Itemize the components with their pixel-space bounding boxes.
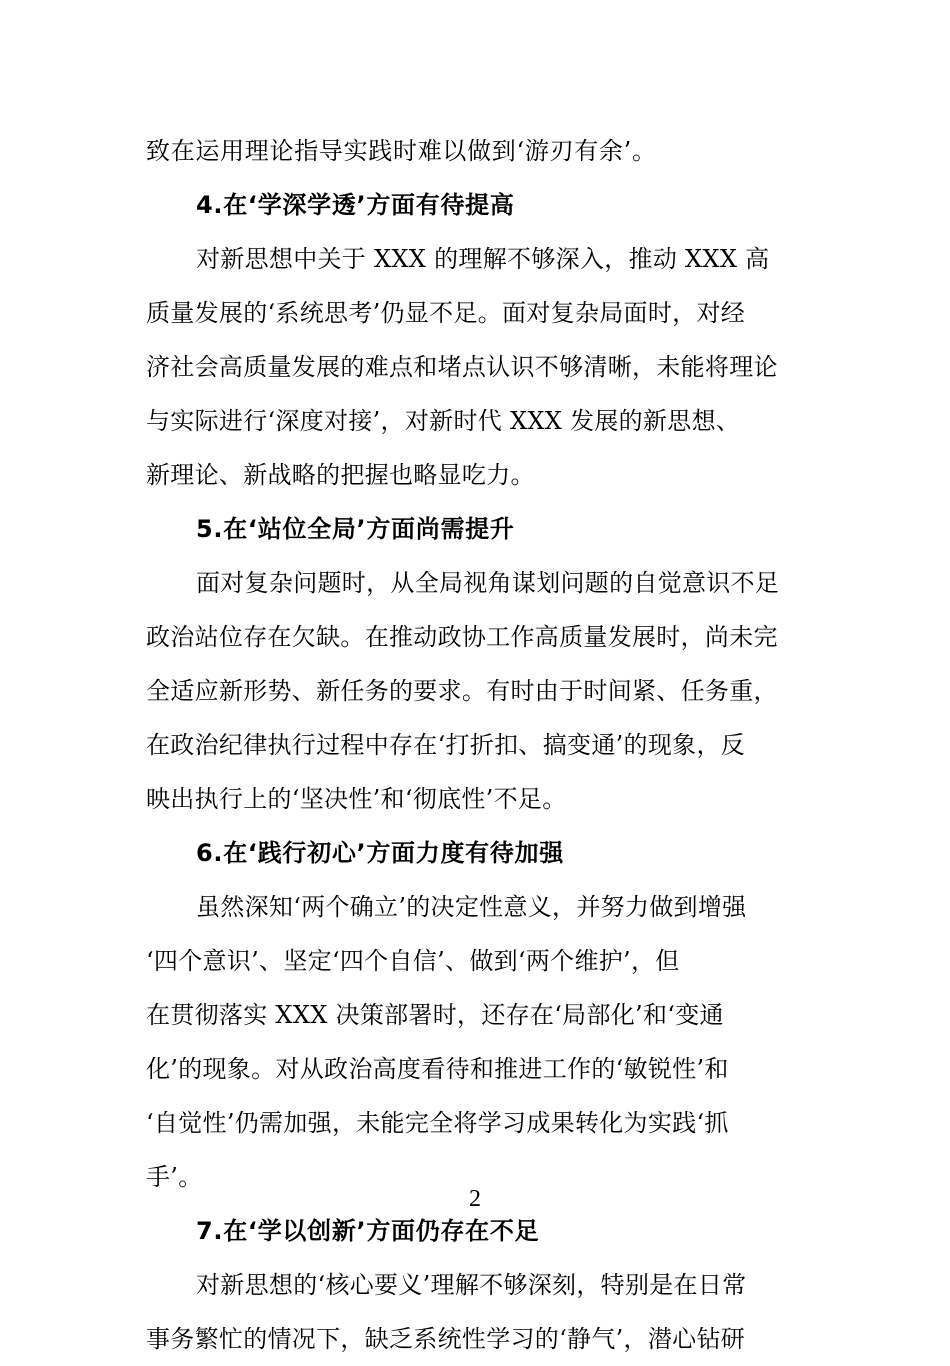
- paragraph-line: 面对复杂问题时，从全局视角谋划问题的自觉意识不足: [196, 569, 780, 597]
- paragraph-line: 济社会高质量发展的难点和堵点认识不够清晰，未能将理论: [146, 353, 778, 381]
- section-heading-5: 5.在‘站位全局’方面尚需提升: [196, 515, 515, 543]
- paragraph-line: 致在运用理论指导实践时难以做到‘游刃有余’。: [146, 137, 657, 165]
- section-heading-7: 7.在‘学以创新’方面仍存在不足: [196, 1217, 540, 1245]
- document-body: [146, 124, 806, 1366]
- section-heading-4: 4.在‘学深学透’方面有待提高: [196, 191, 515, 219]
- paragraph-line: 映出执行上的‘坚决性’和‘彻底性’不足。: [146, 785, 567, 813]
- paragraph-line: ‘四个意识’、坚定‘四个自信’、做到‘两个维护’，但: [146, 947, 680, 975]
- paragraph-line: 事务繁忙的情况下，缺乏系统性学习的‘静气’，潜心钻研: [146, 1325, 746, 1353]
- paragraph-line: 政治站位存在欠缺。在推动政协工作高质量发展时，尚未完: [146, 623, 778, 651]
- paragraph-line: 手’。: [146, 1163, 203, 1191]
- paragraph-line: 新理论、新战略的把握也略显吃力。: [146, 461, 535, 489]
- paragraph-line: 对新思想的‘核心要义’理解不够深刻，特别是在日常: [196, 1271, 747, 1299]
- section-heading-6: 6.在‘践行初心’方面力度有待加强: [196, 839, 564, 867]
- paragraph-line: 在贯彻落实 XXX 决策部署时，还存在‘局部化’和‘变通: [146, 1001, 724, 1029]
- paragraph-line: 全适应新形势、新任务的要求。有时由于时间紧、任务重，: [146, 677, 778, 705]
- page-number: 2: [469, 1186, 481, 1212]
- paragraph-line: 对新思想中关于 XXX 的理解不够深入，推动 XXX 高: [196, 245, 770, 273]
- paragraph-line: 与实际进行‘深度对接’，对新时代 XXX 发展的新思想、: [146, 407, 741, 435]
- paragraph-line: 虽然深知‘两个确立’的决定性意义，并努力做到增强: [196, 893, 747, 921]
- paragraph-line: 化’的现象。对从政治高度看待和推进工作的‘敏锐性’和: [146, 1055, 729, 1083]
- paragraph-line: 在政治纪律执行过程中存在‘打折扣、搞变通’的现象，反: [146, 731, 746, 759]
- paragraph-line: 质量发展的‘系统思考’仍显不足。面对复杂局面时，对经: [146, 299, 746, 327]
- paragraph-line: ‘自觉性’仍需加强，未能完全将学习成果转化为实践‘抓: [146, 1109, 729, 1137]
